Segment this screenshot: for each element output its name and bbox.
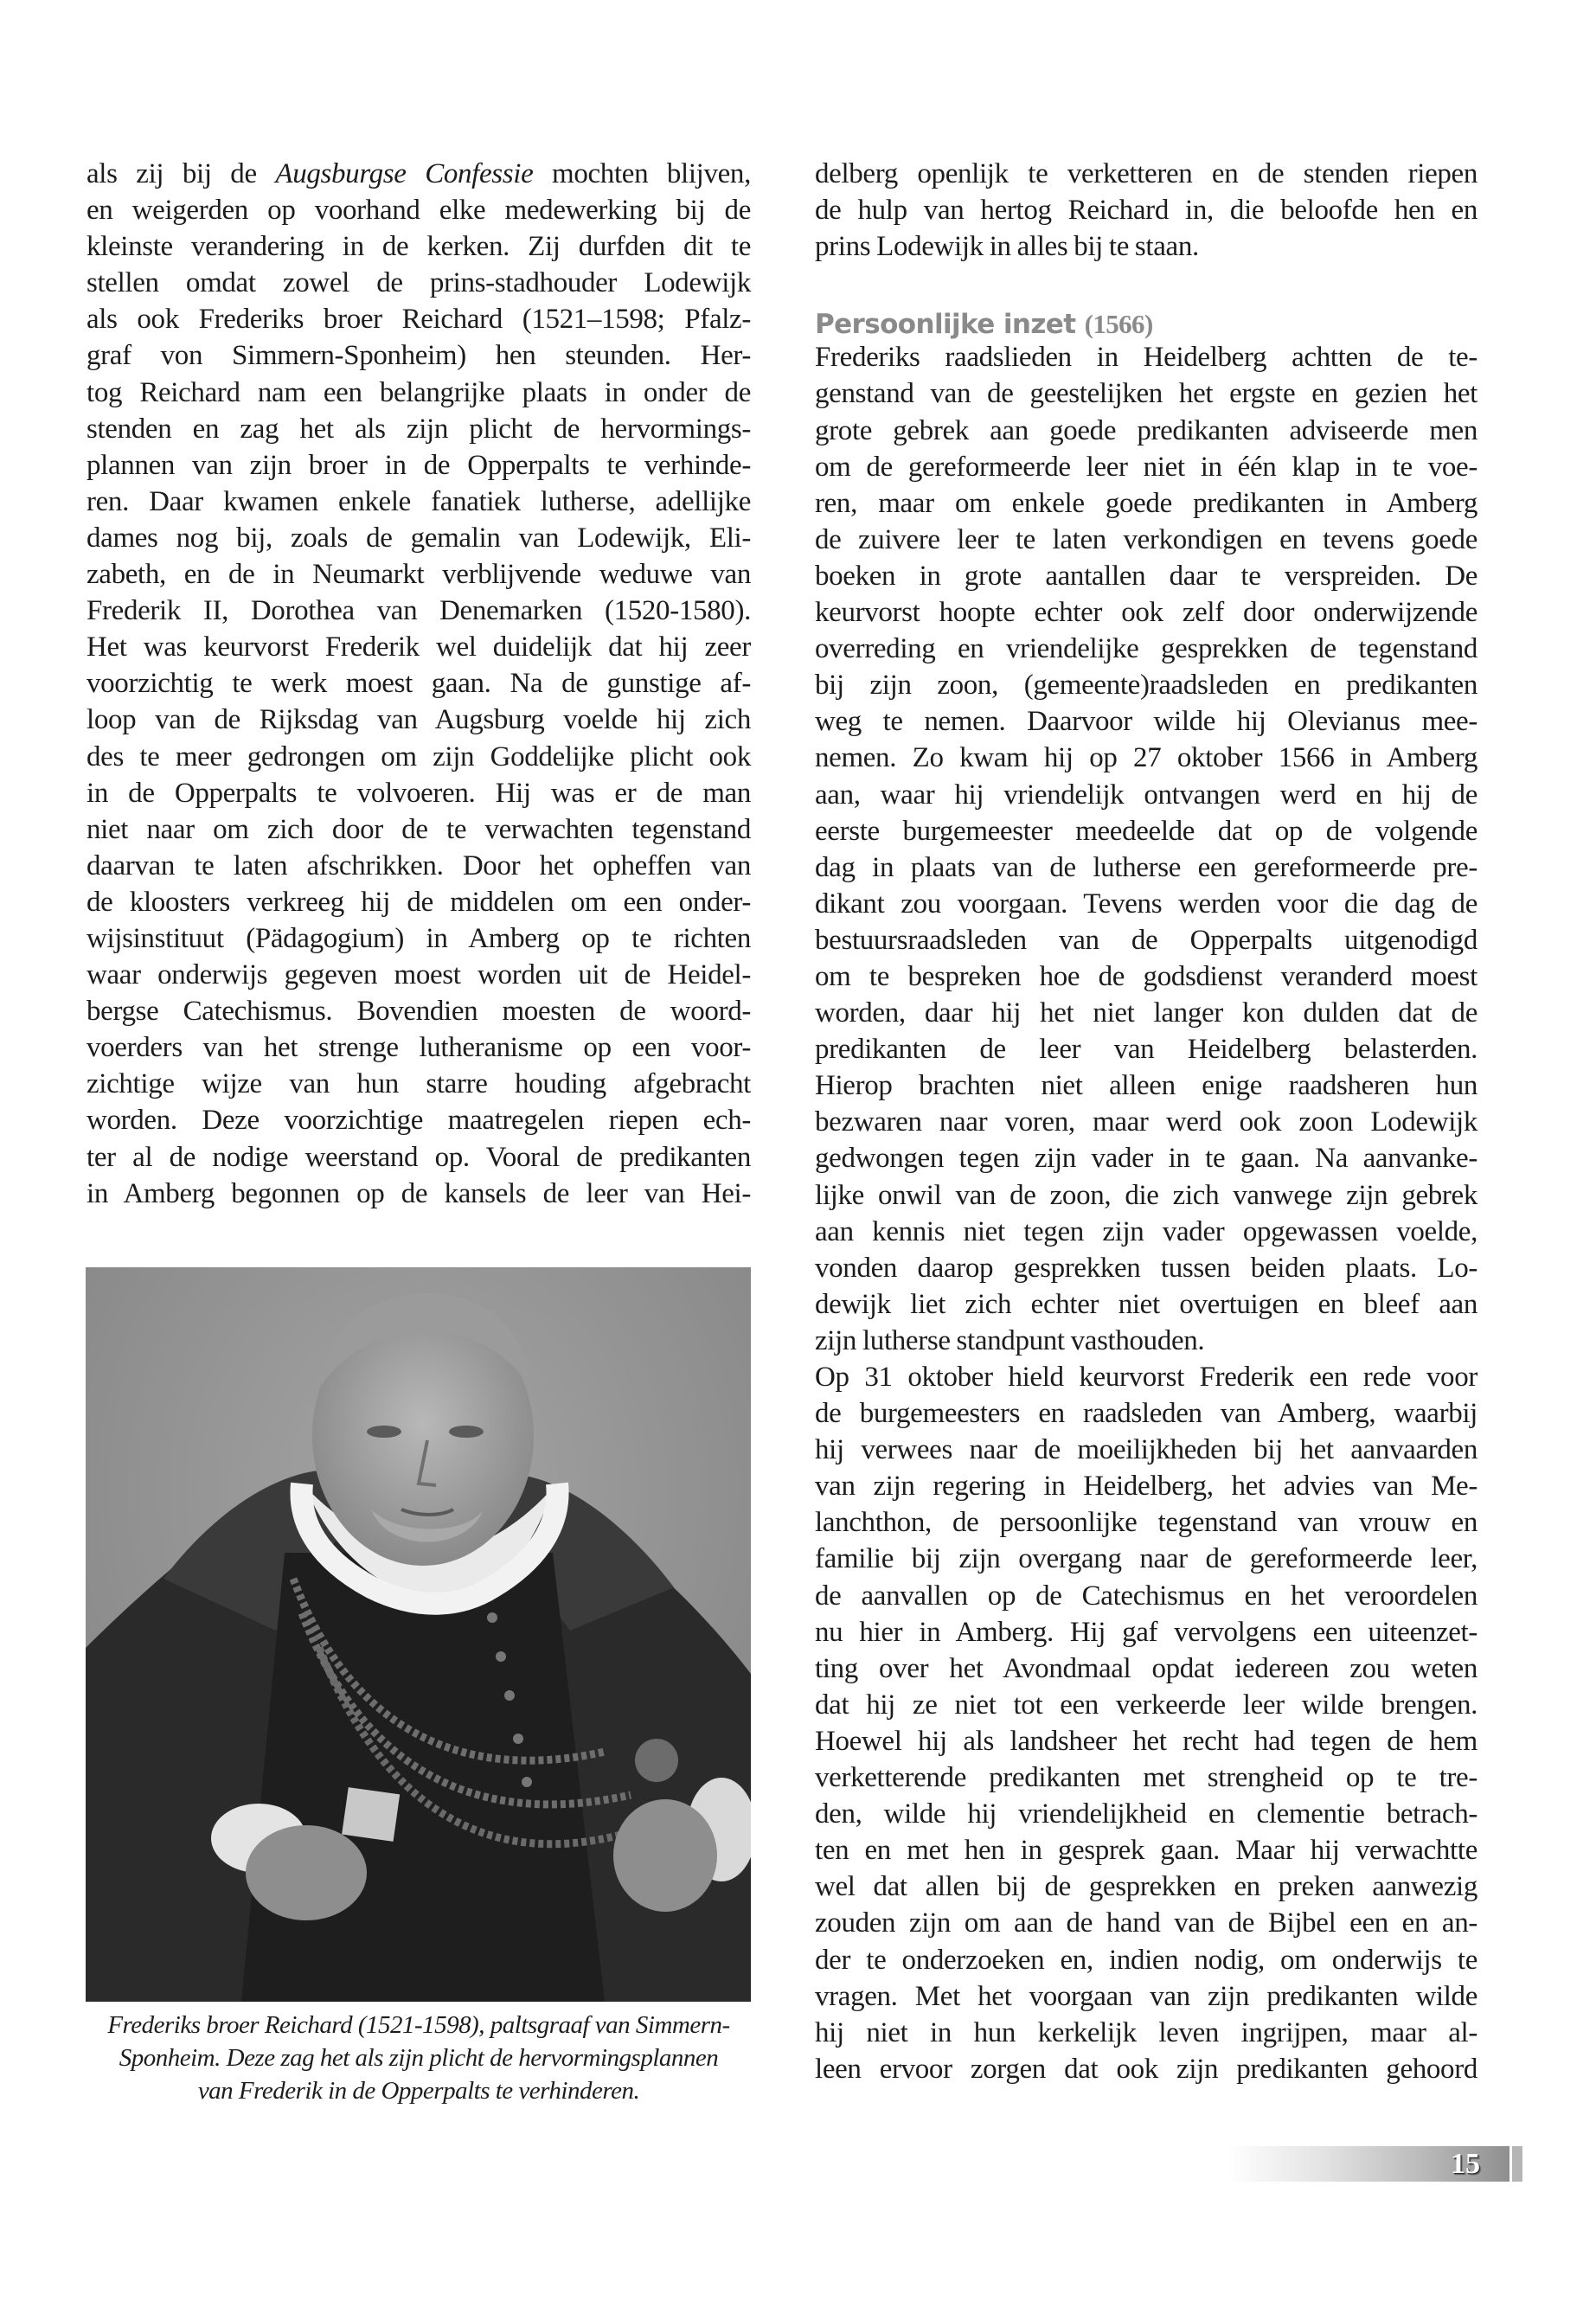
body-line: de aanvallen op de Catechismus en het veroordelen [815, 1580, 1477, 1612]
body-line: nemen. Zo kwam hij op 27 oktober 1566 in Amberg [815, 742, 1477, 774]
section-spacer [815, 265, 1477, 303]
body-line: vonden daarop gesprekken tussen beiden plaats. Lo- [815, 1252, 1477, 1284]
page-number: 15 [1451, 2148, 1480, 2180]
body-line: graf von Simmern-Sponheim) hen steunden. Her- [87, 340, 751, 372]
body-line: nu hier in Amberg. Hij gaf vervolgens een uiteenzet- [815, 1616, 1477, 1648]
body-line: familie bij zijn overgang naar de gereformeerde leer, [815, 1543, 1477, 1575]
body-line: en weigerden op voorhand elke medewerking bij de [87, 195, 751, 227]
body-line: Frederiks raadslieden in Heidelberg achtten de te- [815, 342, 1477, 374]
body-line: leen ervoor zorgen dat ook zijn predikanten gehoord [815, 2053, 1477, 2085]
body-line: weg te nemen. Daarvoor wilde hij Olevianus mee- [815, 706, 1477, 738]
body-line: ter al de nodige weerstand op. Vooral de predikanten [87, 1141, 751, 1173]
body-line: zijn lutherse standpunt vasthouden. [815, 1324, 1205, 1356]
body-line: van zijn regering in Heidelberg, het advies van Me- [815, 1471, 1477, 1503]
body-line: als zij bij de Augsburgse Confessie mochten blijven, [87, 158, 751, 189]
section-heading: Persoonlijke inzet (1566) [815, 309, 1153, 341]
body-line: grote gebrek aan goede predikanten adviseerde men [815, 414, 1477, 446]
body-line: zabeth, en de in Neumarkt verblijvende weduwe van [87, 559, 751, 591]
body-line: overreding en vriendelijke gesprekken de tegenstand [815, 633, 1477, 665]
body-line: daarvan te laten afschrikken. Door het opheffen van [87, 849, 751, 881]
body-line: Hoewel hij als landsheer het recht had tegen de hem [815, 1725, 1477, 1757]
body-line: lijke onwil van de zoon, die zich vanwege zijn gebrek [815, 1179, 1477, 1211]
body-line: der te onderzoeken en, indien nodig, om onderwijs te [815, 1944, 1477, 1976]
body-line: bij zijn zoon, (gemeente)raadsleden en predikanten [815, 670, 1477, 702]
body-line: gedwongen tegen zijn vader in te gaan. Na aanvanke- [815, 1143, 1477, 1175]
body-line: worden. Deze voorzichtige maatregelen riepen ech- [87, 1105, 751, 1137]
body-line: predikanten de leer van Heidelberg belasterden. [815, 1034, 1477, 1066]
body-line: hij niet in hun kerkelijk leven ingrijpen, maar al- [815, 2016, 1477, 2048]
body-line: Het was keurvorst Frederik wel duidelijk dat hij zeer [87, 631, 751, 663]
figure-caption [83, 2009, 754, 2107]
body-line: dat hij ze niet tot een verkeerde leer wilde brengen. [815, 1689, 1477, 1721]
body-line: den, wilde hij vriendelijkheid en clementie betrach- [815, 1798, 1477, 1830]
portrait-image [86, 1267, 751, 2002]
body-line: bestuursraadsleden van de Opperpalts uitgenodigd [815, 924, 1477, 956]
body-line: zichtige wijze van hun starre houding afgebracht [87, 1068, 751, 1100]
body-line: delberg openlijk te verketteren en de stenden riepen [815, 158, 1477, 189]
body-line: dewijk liet zich echter niet overtuigen en bleef aan [815, 1288, 1477, 1320]
body-line: wijsinstituut (Pädagogium) in Amberg op te richten [87, 922, 751, 954]
body-line: dames nog bij, zoals de gemalin van Lodewijk, Eli- [87, 522, 751, 554]
italic-title: Augsburgse Confessie [275, 158, 534, 189]
body-line: des te meer gedrongen om zijn Goddelijke plicht ook [87, 740, 751, 772]
body-line: om te bespreken hoe de godsdienst veranderd moest [815, 960, 1477, 992]
page-edge-tab [1512, 2146, 1522, 2182]
body-line: stenden en zag het als zijn plicht de hervormings- [87, 413, 751, 445]
body-line: worden, daar hij het niet langer kon dulden dat de [815, 997, 1477, 1029]
body-line: stellen omdat zowel de prins-stadhouder Lodewijk [87, 267, 751, 299]
body-line: aan kennis niet tegen zijn vader opgewassen voelde, [815, 1215, 1477, 1247]
body-line: voorzichtig te werk moest gaan. Na de gunstige af- [87, 668, 751, 700]
body-line: ren. Daar kwamen enkele fanatiek lutherse, adellijke [87, 485, 751, 517]
body-line: de hulp van hertog Reichard in, die beloofde hen en [815, 195, 1477, 227]
caption-line: Frederiks broer Reichard (1521-1598), paltsgraaf van Simmern- [107, 2011, 730, 2039]
body-line: de zuivere leer te laten verkondigen en tevens goede [815, 523, 1477, 555]
body-line: hij verwees naar de moeilijkheden bij het aanvaarden [815, 1434, 1477, 1466]
body-line: de burgemeesters en raadsleden van Amberg, waarbij [815, 1398, 1477, 1430]
body-line: Hierop brachten niet alleen enige raadsheren hun [815, 1070, 1477, 1102]
body-line: ren, maar om enkele goede predikanten in Amberg [815, 487, 1477, 519]
body-line: loop van de Rijksdag van Augsburg voelde hij zich [87, 704, 751, 736]
body-line: ten en met hen in gesprek gaan. Maar hij verwachtte [815, 1835, 1477, 1867]
body-line: boeken in grote aantallen daar te verspreiden. De [815, 560, 1477, 592]
body-line: voerders van het strenge lutheranisme op een voor- [87, 1032, 751, 1064]
body-line: om de gereformeerde leer niet in één klap in te voe- [815, 451, 1477, 483]
body-line: als ook Frederiks broer Reichard (1521–1598; Pfalz- [87, 304, 751, 336]
body-line: eerste burgemeester meedeelde dat op de volgende [815, 815, 1477, 847]
body-line: in de Opperpalts te volvoeren. Hij was er de man [87, 777, 751, 809]
body-line: de kloosters verkreeg hij de middelen om een onder- [87, 886, 751, 918]
body-line: Op 31 oktober hield keurvorst Frederik een rede voor [815, 1362, 1477, 1393]
page-number-bar [1228, 2146, 1509, 2182]
body-line: lanchthon, de persoonlijke tegenstand van vrouw en [815, 1507, 1477, 1539]
body-line: Frederik II, Dorothea van Denemarken (1520-1580). [87, 595, 751, 627]
body-line: tog Reichard nam een belangrijke plaats in onder de [87, 376, 751, 408]
body-line: waar onderwijs gegeven moest worden uit de Heidel- [87, 959, 751, 991]
body-line: aan, waar hij vriendelijk ontvangen werd en hij de [815, 779, 1477, 811]
body-line: genstand van de geestelijken het ergste en gezien het [815, 378, 1477, 410]
body-line: verketterende predikanten met strengheid op te tre- [815, 1762, 1477, 1794]
body-line: prins Lodewijk in alles bij te staan. [815, 231, 1199, 263]
body-line: dikant zou voorgaan. Tevens werden voor die dag de [815, 888, 1477, 920]
body-line: in Amberg begonnen op de kansels de leer van Hei- [87, 1177, 751, 1209]
caption-line: Sponheim. Deze zag het als zijn plicht de hervormingsplannen [119, 2044, 719, 2072]
body-line: dag in plaats van de lutherse een gereformeerde pre- [815, 851, 1477, 883]
body-line: plannen van zijn broer in de Opperpalts te verhinde- [87, 449, 751, 481]
body-line: bezwaren naar voren, maar werd ook zoon Lodewijk [815, 1106, 1477, 1138]
body-line: bergse Catechismus. Bovendien moesten de woord- [87, 996, 751, 1028]
body-line: keurvorst hoopte echter ook zelf door onderwijzende [815, 597, 1477, 629]
body-line: kleinste verandering in de kerken. Zij durfden dit te [87, 231, 751, 263]
left-column [87, 156, 751, 1212]
body-line: vragen. Met het voorgaan van zijn predikanten wilde [815, 1980, 1477, 2012]
body-line: niet naar om zich door de te verwachten tegenstand [87, 813, 751, 845]
right-column [815, 156, 1477, 2087]
portrait-illustration-icon [86, 1267, 751, 2002]
body-line: wel dat allen bij de gesprekken en preken aanwezig [815, 1871, 1477, 1903]
body-line: ting over het Avondmaal opdat iedereen zou weten [815, 1652, 1477, 1684]
caption-line: van Frederik in de Opperpalts te verhinderen. [197, 2077, 640, 2105]
body-line: zouden zijn om aan de hand van de Bijbel een en an- [815, 1907, 1477, 1939]
